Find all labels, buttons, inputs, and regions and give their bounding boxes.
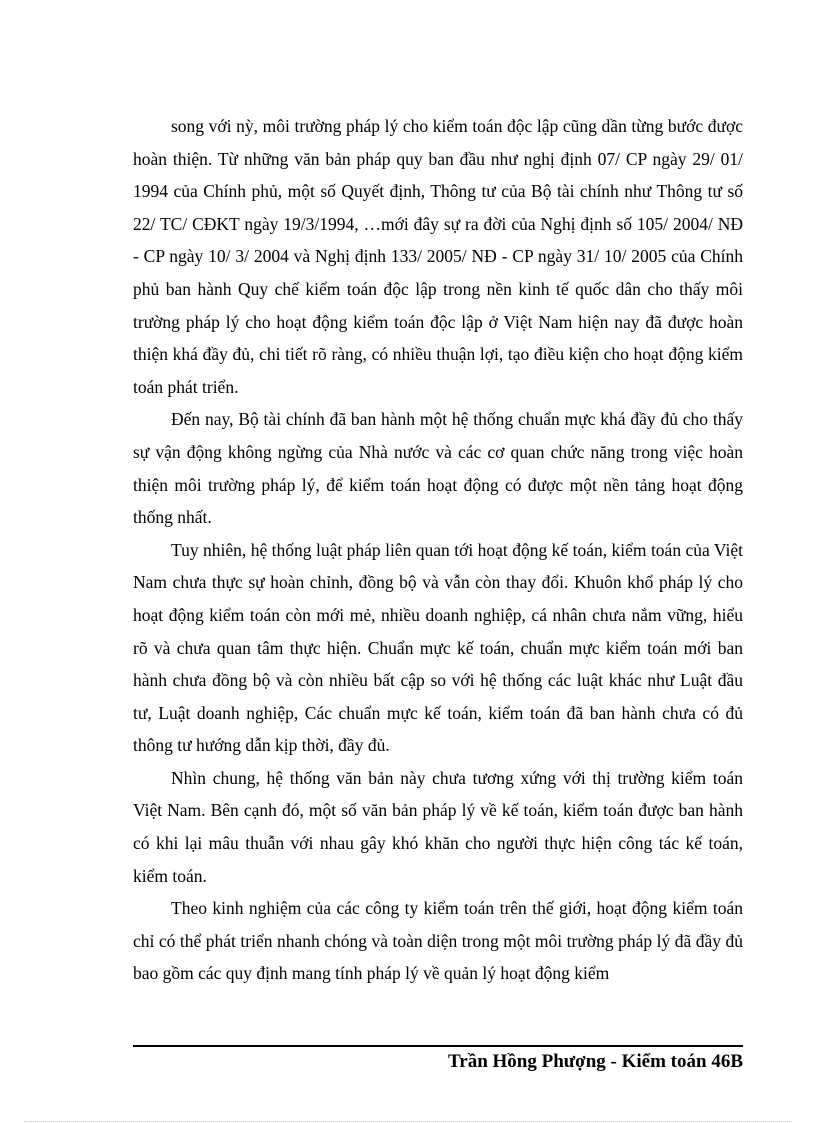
footer-divider — [133, 1045, 743, 1047]
paragraph-ministry-standards: Đến nay, Bộ tài chính đã ban hành một hệ thống chuẩn mực khá đầy đủ cho thấy sự vận động không ngừng của Nhà nước và các cơ quan chức năng trong việc hoàn thiện môi trường pháp lý, để kiểm toán hoạt động có được một nền tảng hoạt động thống nhất. — [133, 409, 743, 528]
document-body — [133, 110, 743, 990]
page-bottom-border — [24, 1121, 792, 1122]
page-footer — [448, 1050, 743, 1074]
paragraph-legal-shortcomings: Tuy nhiên, hệ thống luật pháp liên quan tới hoạt động kế toán, kiểm toán của Việt Nam chưa thực sự hoàn chỉnh, đồng bộ và vẫn còn thay đổi. Khuôn khổ pháp lý cho hoạt động kiểm toán còn mới mẻ, nhiều doanh nghiệp, cá nhân chưa nắm vững, hiểu rõ và chưa quan tâm thực hiện. Chuẩn mực kế toán, chuẩn mực kiểm toán mới ban hành chưa đồng bộ và còn nhiều bất cập so với hệ thống các luật khác như Luật đầu tư, Luật doanh nghiệp, Các chuẩn mực kế toán, kiểm toán đã ban hành chưa có đủ thông tư hướng dẫn kịp thời, đầy đủ. — [133, 539, 743, 756]
footer-author: Trần Hồng Phượng — [448, 1051, 606, 1072]
footer-class-name: Kiểm toán 46B — [621, 1051, 743, 1072]
footer-separator: - — [605, 1051, 622, 1072]
paragraph-general-assessment: Nhìn chung, hệ thống văn bản này chưa tương xứng với thị trường kiểm toán Việt Nam. Bên cạnh đó, một số văn bản pháp lý về kế toán, kiểm toán được ban hành có khi lại mâu thuẫn với nhau gây khó khăn cho người thực hiện công tác kế toán, kiểm toán. — [133, 767, 743, 886]
paragraph-international-experience: Theo kinh nghiệm của các công ty kiểm toán trên thế giới, hoạt động kiểm toán chỉ có thể phát triển nhanh chóng và toàn diện trong một môi trường pháp lý đã đầy đủ bao gồm các quy định mang tính pháp lý về quản lý hoạt động kiểm — [133, 898, 743, 984]
paragraph-legal-environment: song với nỳ, môi trường pháp lý cho kiểm toán độc lập cũng dần từng bước được hoàn thiện. Từ những văn bản pháp quy ban đầu như nghị định 07/ CP ngày 29/ 01/ 1994 của Chính phủ, một số Quyết định, Thông tư của Bộ tài chính như Thông tư số 22/ TC/ CĐKT ngày 19/3/1994, …mới đây sự ra đời của Nghị định số 105/ 2004/ NĐ - CP ngày 10/ 3/ 2004 và Nghị định 133/ 2005/ NĐ - CP ngày 31/ 10/ 2005 của Chính phủ ban hành Quy chế kiểm toán độc lập trong nền kinh tế quốc dân cho thấy môi trường pháp lý cho hoạt động kiểm toán độc lập ở Việt Nam hiện nay đã được hoàn thiện khá đầy đủ, chi tiết rõ ràng, có nhiều thuận lợi, tạo điều kiện cho hoạt động kiểm toán phát triển. — [133, 116, 743, 397]
